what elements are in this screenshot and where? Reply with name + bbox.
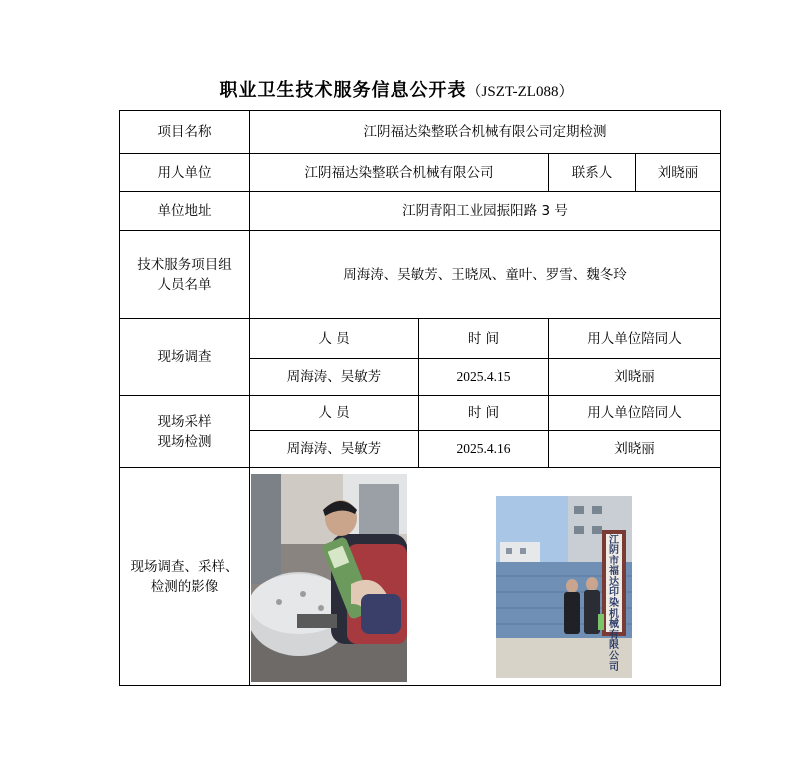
project-label: 项目名称 [120, 111, 250, 154]
row-survey-header [120, 319, 721, 359]
team-value: 周海涛、吴敏芳、王晓凤、童叶、罗雪、魏冬玲 [250, 231, 721, 319]
row-address [120, 192, 721, 231]
survey-time: 2025.4.15 [419, 359, 549, 396]
measurement-scene [251, 474, 407, 682]
sampling-people: 周海涛、吴敏芳 [250, 431, 419, 468]
images-label-line2: 检测的影像 [150, 578, 219, 595]
sampling-time: 2025.4.16 [419, 431, 549, 468]
client-value: 江阴福达染整联合机械有限公司 [250, 154, 549, 192]
address-label: 单位地址 [120, 192, 250, 231]
survey-escort: 刘晓丽 [549, 359, 721, 396]
photo-factory-gate [496, 496, 632, 678]
sampling-label-line2: 现场检测 [157, 433, 212, 450]
photo-measurement [251, 474, 407, 682]
sampling-label [120, 396, 250, 468]
team-label-line2: 人员名单 [157, 276, 212, 293]
sampling-escort: 刘晓丽 [549, 431, 721, 468]
survey-col-people: 人 员 [250, 319, 419, 359]
project-value: 江阴福达染整联合机械有限公司定期检测 [250, 111, 721, 154]
client-label: 用人单位 [120, 154, 250, 192]
gate-sign-text: 江阴市福达印染机械有限公司 [609, 534, 619, 673]
title-main: 职业卫生技术服务信息公开表 [219, 80, 467, 101]
survey-label: 现场调查 [120, 319, 250, 396]
survey-col-escort: 用人单位陪同人 [549, 319, 721, 359]
row-sampling-header [120, 396, 721, 431]
images-label-line1: 现场调查、采样、 [130, 558, 239, 575]
survey-col-time: 时 间 [419, 319, 549, 359]
page-title [0, 76, 793, 102]
contact-value: 刘晓丽 [636, 154, 721, 192]
team-label-line1: 技术服务项目组 [137, 256, 232, 273]
title-code: （JSZT-ZL088） [466, 84, 574, 100]
row-client [120, 154, 721, 192]
address-value: 江阴青阳工业园振阳路 3 号 [250, 192, 721, 231]
sampling-col-escort: 用人单位陪同人 [549, 396, 721, 431]
survey-people: 周海涛、吴敏芳 [250, 359, 419, 396]
info-table [119, 110, 721, 686]
images-label [120, 468, 250, 686]
photo-area [250, 470, 720, 684]
row-images [120, 468, 721, 686]
row-project [120, 111, 721, 154]
contact-label: 联系人 [549, 154, 636, 192]
team-label [120, 231, 250, 319]
sampling-col-people: 人 员 [250, 396, 419, 431]
row-team [120, 231, 721, 319]
sampling-col-time: 时 间 [419, 396, 549, 431]
sampling-label-line1: 现场采样 [157, 413, 212, 430]
